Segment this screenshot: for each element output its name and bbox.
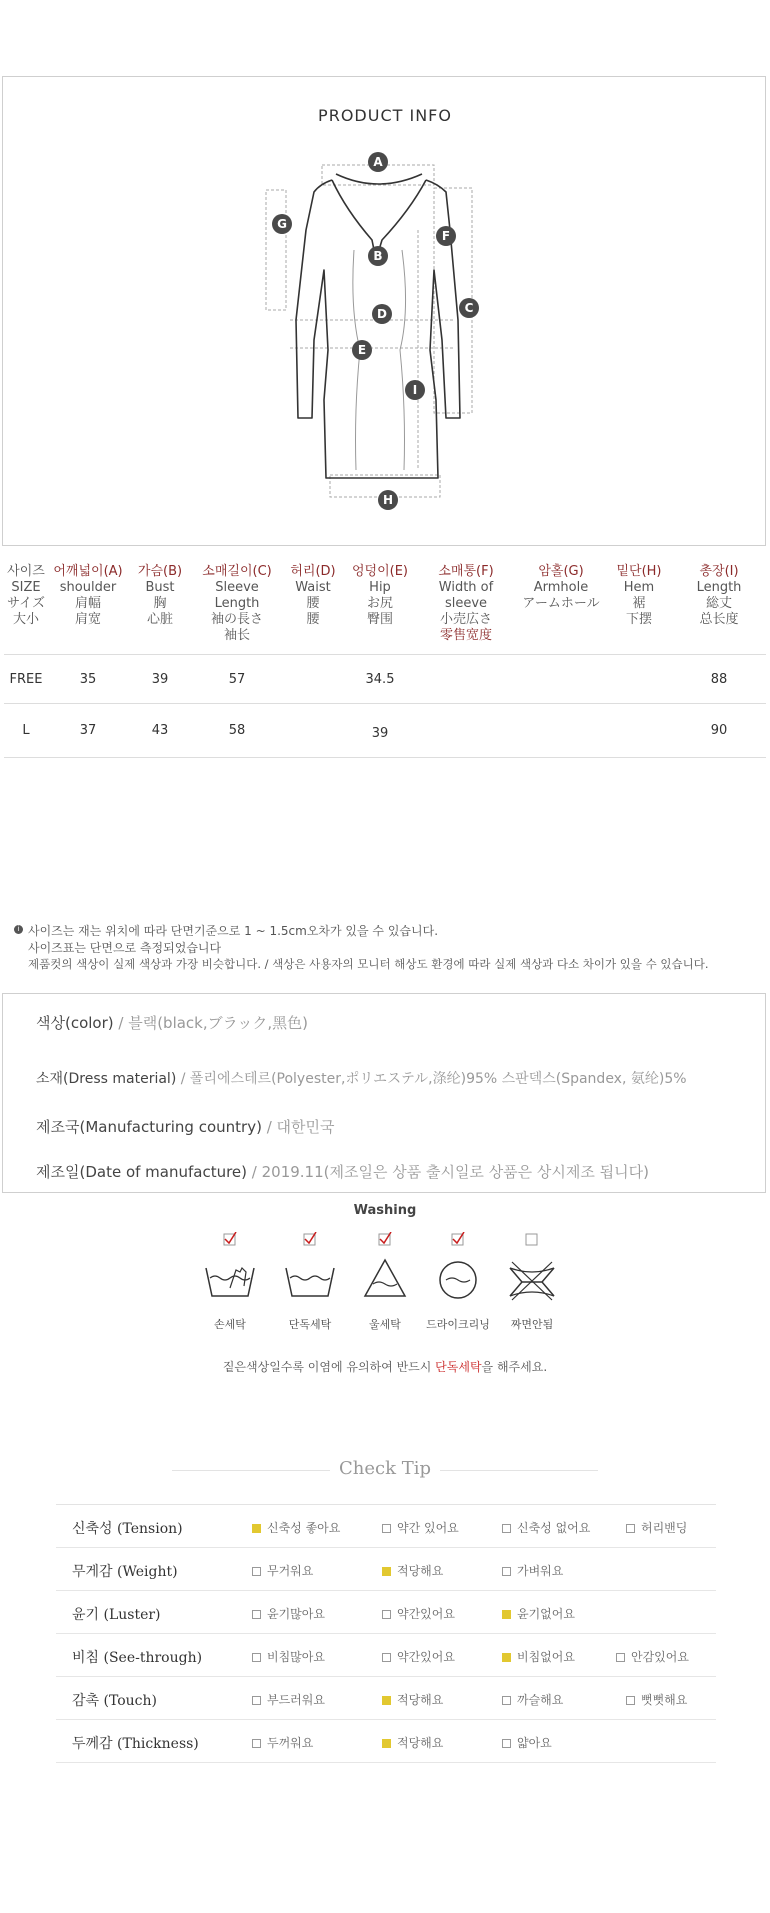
checkbox-icon xyxy=(252,1739,261,1748)
checkbox-icon xyxy=(382,1524,391,1533)
size-table-header xyxy=(4,560,766,655)
header-line: 零售宽度 xyxy=(439,628,492,643)
tip-row-touch xyxy=(56,1677,716,1720)
tip-option xyxy=(252,1691,325,1708)
header-armhole xyxy=(516,560,606,655)
table-cell: 88 xyxy=(672,655,766,704)
checkbox-checked-icon xyxy=(502,1653,511,1662)
checkbox-checked-icon xyxy=(502,1610,511,1619)
table-cell xyxy=(516,655,606,704)
header-line: 小売広さ xyxy=(439,612,492,627)
tip-option xyxy=(626,1691,687,1708)
svg-text:B: B xyxy=(373,249,383,263)
table-cell: FREE xyxy=(4,655,48,704)
header-line: Sleeve Length xyxy=(214,580,260,611)
header-line: 心脏 xyxy=(146,612,173,627)
tip-option-label: 윤기없어요 xyxy=(517,1607,575,1621)
header-line: 암홀(G) xyxy=(538,564,584,579)
tip-option xyxy=(382,1648,455,1665)
header-line: お尻 xyxy=(366,596,393,611)
table-row xyxy=(4,655,766,704)
header-line: 裾 xyxy=(632,596,646,611)
table-cell xyxy=(606,704,672,758)
table-cell: 58 xyxy=(192,704,282,758)
tip-option xyxy=(502,1648,575,1665)
header-line: 肩幅 xyxy=(74,596,101,611)
svg-text:G: G xyxy=(277,217,287,231)
tip-option-label: 가벼워요 xyxy=(517,1564,564,1578)
header-line: shoulder xyxy=(59,580,117,595)
header-line: Waist xyxy=(295,580,331,595)
tip-option-label: 무거워요 xyxy=(267,1564,314,1578)
tip-option-label: 신축성 좋아요 xyxy=(267,1521,341,1535)
header-line: 소매통(F) xyxy=(438,564,494,579)
tip-option xyxy=(382,1734,443,1751)
checkbox-icon xyxy=(252,1610,261,1619)
tip-option xyxy=(252,1648,325,1665)
header-line: 가슴(B) xyxy=(137,564,183,579)
tip-option-label: 까슬해요 xyxy=(517,1693,564,1707)
wash-item-no-wring xyxy=(492,1232,572,1332)
material-row-color xyxy=(36,1012,308,1033)
info-bullet-icon: i xyxy=(14,925,23,934)
header-line: 총장(I) xyxy=(699,564,739,579)
dress-diagram xyxy=(250,150,520,520)
material-separator: / xyxy=(261,1118,277,1136)
checkbox-icon xyxy=(382,1610,391,1619)
tip-option xyxy=(502,1605,575,1622)
material-separator: / xyxy=(176,1071,190,1087)
tip-option-label: 윤기많아요 xyxy=(267,1607,325,1621)
checkbox-icon xyxy=(626,1524,635,1533)
table-cell: 37 xyxy=(48,704,128,758)
svg-text:D: D xyxy=(377,307,387,321)
washing-title: Washing xyxy=(353,1203,417,1218)
wash-item-hand xyxy=(190,1232,270,1332)
wash-item-dry-clean xyxy=(418,1232,498,1332)
tip-row-tension xyxy=(56,1505,716,1548)
svg-text:H: H xyxy=(382,493,394,507)
hand-wash-icon xyxy=(200,1232,260,1308)
table-cell xyxy=(516,704,606,758)
wash-label: 단독세탁 xyxy=(288,1318,332,1331)
product-info-title: PRODUCT INFO xyxy=(318,106,452,125)
checkbox-icon xyxy=(252,1653,261,1662)
header-line: Width of sleeve xyxy=(438,580,494,611)
tip-option xyxy=(502,1519,590,1536)
checkbox-checked-icon xyxy=(382,1696,391,1705)
tip-option xyxy=(616,1648,689,1665)
header-line: 总长度 xyxy=(699,612,739,627)
tip-option xyxy=(382,1562,443,1579)
header-line: 소매길이(C) xyxy=(202,564,272,579)
check-tip-title: Check Tip xyxy=(338,1458,431,1479)
header-line: 大小 xyxy=(12,612,39,627)
tip-label: 무게감 (Weight) xyxy=(72,1564,178,1580)
header-line: 엉덩이(E) xyxy=(351,564,409,579)
tip-option-label: 비침없어요 xyxy=(517,1650,575,1664)
header-line: サイズ xyxy=(7,596,45,611)
tip-row-weight xyxy=(56,1548,716,1591)
tip-option xyxy=(252,1734,313,1751)
tip-option-label: 허리밴딩 xyxy=(641,1521,688,1535)
checkbox-icon xyxy=(252,1567,261,1576)
material-key: 제조국(Manufacturing country) xyxy=(36,1118,262,1136)
tip-label: 감촉 (Touch) xyxy=(72,1693,157,1709)
header-line: 허리(D) xyxy=(290,564,336,579)
header-line: 사이즈 xyxy=(7,564,45,579)
tip-option xyxy=(252,1605,325,1622)
tip-label: 비침 (See-through) xyxy=(72,1650,203,1666)
tip-option xyxy=(382,1605,455,1622)
checkbox-icon xyxy=(502,1524,511,1533)
material-value: 블랙(black,ブラック,黑色) xyxy=(128,1014,308,1032)
header-shoulder xyxy=(48,560,128,655)
tip-option-label: 적당해요 xyxy=(397,1693,444,1707)
header-line: Bust xyxy=(145,580,175,595)
table-cell xyxy=(282,655,344,704)
tip-option-label: 약간있어요 xyxy=(397,1650,455,1664)
checkbox-icon xyxy=(616,1653,625,1662)
table-cell: 35 xyxy=(48,655,128,704)
tip-option xyxy=(502,1562,563,1579)
table-cell: 39 xyxy=(128,655,192,704)
tip-option-label: 뻣뻣해요 xyxy=(641,1693,688,1707)
table-cell: 90 xyxy=(672,704,766,758)
no-wring-icon xyxy=(502,1232,562,1308)
svg-text:I: I xyxy=(412,383,418,397)
material-row-date xyxy=(36,1161,649,1182)
material-value: 대한민국 xyxy=(276,1118,335,1136)
material-value: 폴리에스테르(Polyester,ポリエステル,涤纶)95% 스판덱스(Spandex, 氨纶)5% xyxy=(189,1071,687,1087)
tip-option-label: 부드러워요 xyxy=(267,1693,325,1707)
checkbox-icon xyxy=(382,1653,391,1662)
tip-option xyxy=(502,1734,552,1751)
tip-option-label: 안감있어요 xyxy=(631,1650,689,1664)
tip-option-label: 약간있어요 xyxy=(397,1607,455,1621)
tip-row-see-through xyxy=(56,1634,716,1677)
tip-option-label: 두꺼워요 xyxy=(267,1736,314,1750)
tip-option xyxy=(252,1519,340,1536)
checkbox-checked-icon xyxy=(382,1567,391,1576)
table-cell: 34.5 xyxy=(344,655,416,704)
tip-option xyxy=(252,1562,313,1579)
tip-option-label: 적당해요 xyxy=(397,1564,444,1578)
dry-clean-icon xyxy=(428,1232,488,1308)
material-key: 소재(Dress material) xyxy=(36,1071,177,1087)
header-waist xyxy=(282,560,344,655)
material-value: 2019.11(제조일은 상품 출시일로 상품은 상시제조 됩니다) xyxy=(261,1163,649,1181)
tip-option-label: 얇아요 xyxy=(517,1736,552,1750)
table-cell xyxy=(606,655,672,704)
checkbox-icon xyxy=(626,1696,635,1705)
wash-warning-text: 짙은색상일수록 이염에 유의하여 반드시 xyxy=(222,1360,436,1374)
tip-option-label: 적당해요 xyxy=(397,1736,444,1750)
tip-option-label: 비침많아요 xyxy=(267,1650,325,1664)
table-cell xyxy=(416,655,516,704)
header-line: アームホール xyxy=(522,596,600,611)
tip-option xyxy=(502,1691,563,1708)
checkbox-checked-icon xyxy=(382,1739,391,1748)
wool-wash-icon xyxy=(355,1232,415,1308)
tip-label: 윤기 (Luster) xyxy=(72,1607,161,1623)
material-key: 색상(color) xyxy=(36,1014,114,1032)
checkbox-icon xyxy=(502,1696,511,1705)
header-line: 腰 xyxy=(306,612,320,627)
tip-row-luster xyxy=(56,1591,716,1634)
wash-label: 손세탁 xyxy=(214,1318,246,1331)
tip-option-label: 약간 있어요 xyxy=(397,1521,459,1535)
tip-option xyxy=(382,1691,443,1708)
wash-label: 울세탁 xyxy=(369,1318,401,1331)
wash-item-alone xyxy=(270,1232,350,1332)
note-line: 사이즈표는 단면으로 측정되었습니다 xyxy=(28,941,222,955)
header-line: Hip xyxy=(369,580,391,595)
checkbox-icon xyxy=(502,1567,511,1576)
tip-label: 두께감 (Thickness) xyxy=(72,1736,199,1752)
header-line: 臀围 xyxy=(366,612,393,627)
material-key: 제조일(Date of manufacture) xyxy=(36,1163,248,1181)
wash-item-wool xyxy=(345,1232,425,1332)
header-line: 밑단(H) xyxy=(616,564,662,579)
tip-option xyxy=(382,1519,459,1536)
header-hem xyxy=(606,560,672,655)
material-separator: / xyxy=(113,1014,129,1032)
header-line: 腰 xyxy=(306,596,320,611)
checkbox-icon xyxy=(502,1739,511,1748)
tip-label: 신축성 (Tension) xyxy=(72,1521,183,1537)
header-sleeve-length xyxy=(192,560,282,655)
header-line: Armhole xyxy=(533,580,589,595)
material-row-fabric xyxy=(36,1068,687,1088)
header-line: 袖长 xyxy=(223,628,250,643)
table-cell xyxy=(282,704,344,758)
checkbox-icon xyxy=(252,1696,261,1705)
wash-warning xyxy=(0,1358,770,1375)
tip-option-label: 신축성 없어요 xyxy=(517,1521,591,1535)
material-separator: / xyxy=(247,1163,262,1181)
checkbox-checked-icon xyxy=(252,1524,261,1533)
header-line: 下摆 xyxy=(625,612,652,627)
table-cell: L xyxy=(4,704,48,758)
size-table xyxy=(4,560,766,758)
header-line: Hem xyxy=(623,580,655,595)
header-size xyxy=(4,560,48,655)
table-cell xyxy=(416,704,516,758)
header-sleeve-width xyxy=(416,560,516,655)
wash-warning-highlight: 단독세탁 xyxy=(435,1360,482,1374)
note-line: 사이즈는 재는 위치에 따라 단면기준으로 1 ~ 1.5cm오차가 있을 수 있습니다. xyxy=(28,924,439,938)
header-line: 総丈 xyxy=(705,596,732,611)
wash-tub-icon xyxy=(280,1232,340,1308)
header-line: 胸 xyxy=(153,596,167,611)
header-line: 어깨넓이(A) xyxy=(53,564,123,579)
header-hip xyxy=(344,560,416,655)
wash-warning-text-end: 을 해주세요. xyxy=(481,1360,548,1374)
header-bust xyxy=(128,560,192,655)
note-line: 제품컷의 색상이 실제 색상과 가장 비슷합니다. / 색상은 사용자의 모니터 해상도 환경에 따라 실제 색상과 다소 차이가 있을 수 있습니다. xyxy=(28,957,709,971)
svg-text:C: C xyxy=(464,301,474,315)
svg-text:F: F xyxy=(441,229,451,243)
table-cell: 57 xyxy=(192,655,282,704)
wash-label: 짜면안됨 xyxy=(510,1318,554,1331)
header-line: 袖の長さ xyxy=(210,612,263,627)
header-line: 肩宽 xyxy=(74,612,101,627)
svg-text:A: A xyxy=(373,155,383,169)
table-cell: 43 xyxy=(128,704,192,758)
table-row xyxy=(4,704,766,758)
header-line: Length xyxy=(696,580,742,595)
table-cell: 39 xyxy=(344,704,416,758)
header-length xyxy=(672,560,766,655)
header-line: SIZE xyxy=(11,580,41,595)
tip-row-thickness xyxy=(56,1720,716,1763)
wash-label: 드라이크리닝 xyxy=(426,1318,490,1331)
tip-option xyxy=(626,1519,687,1536)
material-row-country xyxy=(36,1116,335,1137)
svg-text:E: E xyxy=(357,343,367,357)
